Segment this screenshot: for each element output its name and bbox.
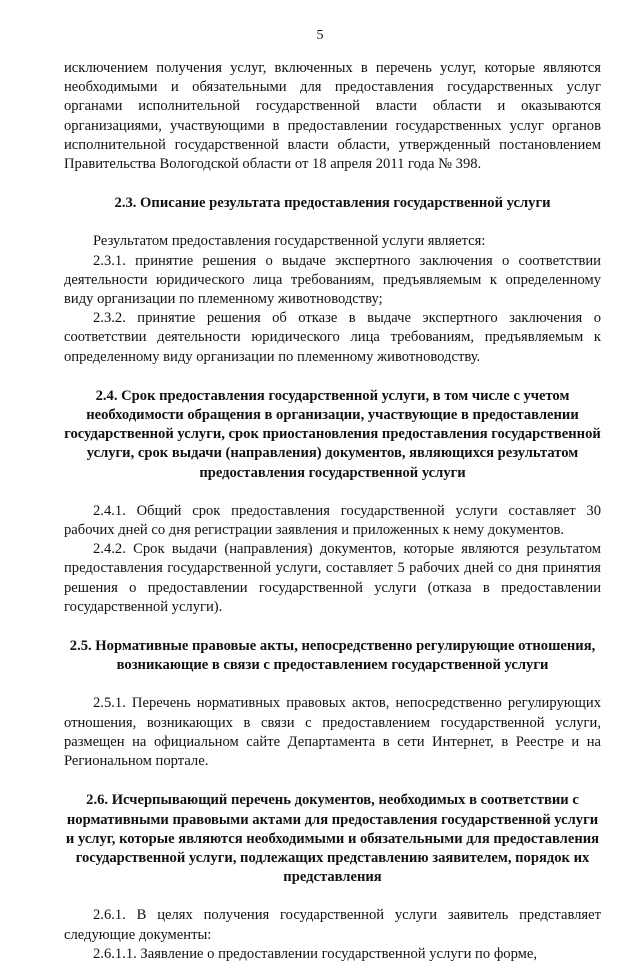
section-2-3-heading: 2.3. Описание результата предоставления государственной услуги (114, 195, 551, 212)
page-number: 5 (316, 28, 324, 43)
section-2-3-paragraph: 2.3.2. принятие решения об отказе в выдаче экспертного заключения о соответствии деятельности юридического лица требованиям, предъявляемым к определенному виду организации по племенному животноводству. (64, 310, 601, 365)
intro-paragraph: исключением получения услуг, включенных в перечень услуг, которые являются необходимыми и обязательными для предоставления государственных услуг органами исполнительной государственной власти области и оказываются организациями, участвующими в предоставлении государственных услуг органов исполнительной государственной власти области, утвержденный постановлением Правительства Вологодской области от 18 апреля 2011 года № 398. (64, 60, 601, 173)
section-2-4-paragraph: 2.4.1. Общий срок предоставления государственной услуги составляет 30 рабочих дней со дня регистрации заявления и приложенных к нему документов. (64, 502, 601, 539)
section-2-6-paragraph: 2.6.1.1. Заявление о предоставлении государственной услуги по форме, (93, 945, 538, 962)
section-2-3-paragraph: Результатом предоставления государственной услуги является: (93, 233, 486, 250)
section-2-6-paragraph: 2.6.1. В целях получения государственной услуги заявитель представляет следующие документы: (64, 907, 601, 943)
section-2-4-heading: 2.4. Срок предоставления государственной услуги, в том числе с учетом необходимости обращения в организации, участвующие в предоставлении государственной услуги, срок приостановления предоставления государственной услуги, срок выдачи (направления) документов, являющихся результатом предоставления государственной услуги (64, 387, 601, 481)
section-2-6-heading: 2.6. Исчерпывающий перечень документов, необходимых в соответствии с нормативными правовыми актами для предоставления государственной услуги и услуг, которые являются необходимыми и обязательными для предоставления государственной услуги, подлежащих представлению заявителем, порядок их представления (65, 792, 600, 886)
section-2-5-paragraph: 2.5.1. Перечень нормативных правовых актов, непосредственно регулирующих отношения, возникающих в связи с предоставлением государственной услуги, размещен на официальном сайте Департамента в сети Интернет, в Реестре и на Региональном портале. (64, 695, 601, 770)
section-2-5-heading: 2.5. Нормативные правовые акты, непосредственно регулирующие отношения, возникающие в связи с предоставлением государственной услуги (69, 638, 596, 674)
document-body (64, 59, 601, 964)
section-2-4-paragraph: 2.4.2. Срок выдачи (направления) документов, которые являются результатом предоставления государственной услуги, составляет 5 рабочих дней со дня принятия решения о предоставлении государственной услуги (отказа в предоставлении государственной услуги). (64, 541, 601, 615)
section-2-3-paragraph: 2.3.1. принятие решения о выдаче экспертного заключения о соответствии деятельности юридического лица требованиям, предъявляемым к определенному виду организации по племенному животноводству; (64, 252, 601, 308)
